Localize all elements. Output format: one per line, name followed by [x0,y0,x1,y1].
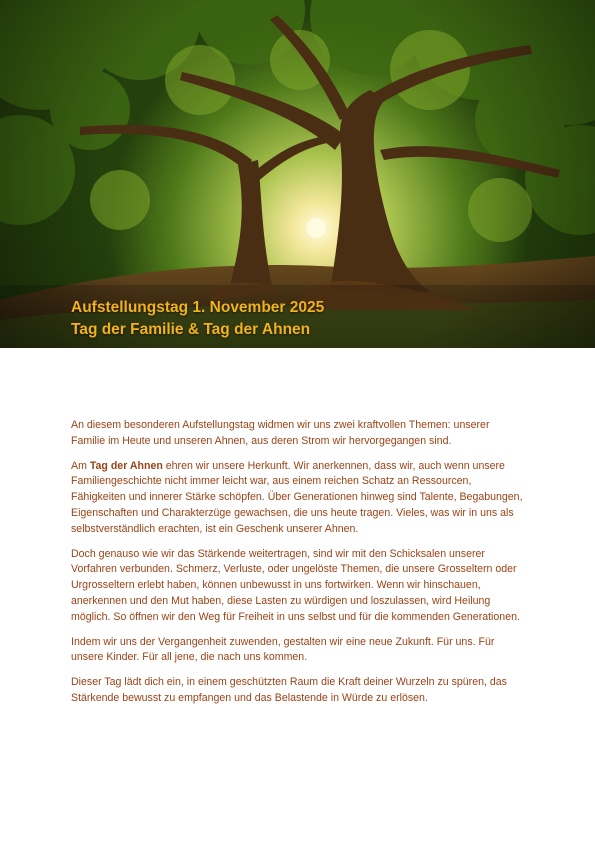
paragraph-ahnen [71,459,526,538]
paragraph-ahnen-prefix: Am [71,459,90,472]
hero-title-line-1: Aufstellungstag 1. November 2025 [71,299,325,316]
tree-photo-icon [0,0,595,348]
paragraph-ahnen-text: ehren wir unsere Herkunft. Wir anerkennen, dass wir, auch wenn unsere Familiengeschichte nicht immer leicht war, aus einem reichen Schatz an Ressourcen, Fähigkeiten und innerer Stärke schöpfen. Über Generationen hinweg sind Talente, Begabungen, Eigenschaften und Charakterzüge gewachsen, die uns heute tragen. Vieles, was wir in uns als selbstverständlich erachten, ist ein Geschenk unserer Ahnen. [71,459,523,535]
paragraph-ahnen-bold: Tag der Ahnen [89,459,163,472]
hero-title [71,297,324,341]
body-text [71,418,526,716]
hero-title-line-2: Tag der Familie & Tag der Ahnen [71,321,311,338]
paragraph-schicksale: Doch genauso wie wir das Stärkende weitertragen, sind wir mit den Schicksalen unserer Vorfahren verbunden. Schmerz, Verluste, oder ungelöste Themen, die unsere Grosseltern oder Urgrosseltern erlebt haben, können unbewusst in uns fortwirken. Wenn wir hinschauen, anerkennen und den Mut haben, diese Lasten zu würdigen und loszulassen, wird Heilung möglich. So öffnen wir den Weg für Freiheit in uns selbst und für die kommenden Generationen. [71,547,520,623]
paragraph-zukunft: Indem wir uns der Vergangenheit zuwenden, gestalten wir eine neue Zukunft. Für uns. Für unsere Kinder. Für all jene, die nach uns kommen. [71,635,495,664]
paragraph-einladung: Dieser Tag lädt dich ein, in einem geschützten Raum die Kraft deiner Wurzeln zu spüren, das Stärkende bewusst zu empfangen und das Belastende in Würde zu erlösen. [71,676,507,704]
paragraph-intro: An diesem besonderen Aufstellungstag widmen wir uns zwei kraftvollen Themen: unserer Familie im Heute und unseren Ahnen, aus deren Strom wir hervorgegangen sind. [71,419,490,447]
hero-banner [0,0,595,348]
